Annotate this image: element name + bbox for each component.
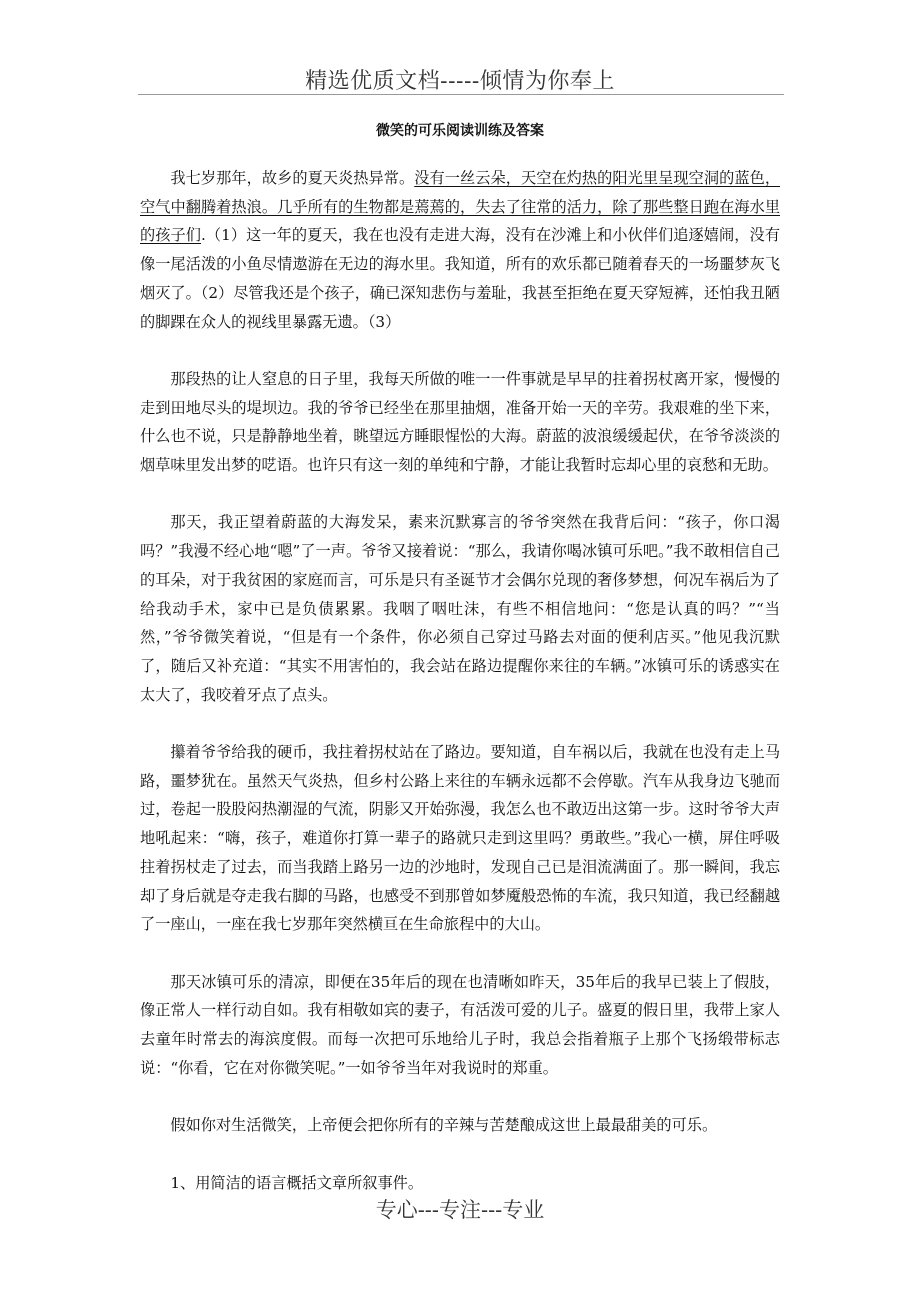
page-footer: 专心---专注---专业 bbox=[375, 1198, 545, 1222]
paragraph-1-rest: .（1）这一年的夏天，我在也没有走进大海，没有在沙滩上和小伙伴们追逐嬉闹，没有像一尾活泼的小鱼尽情遨游在无边的海水里。我知道，所有的欢乐都已随着春天的一场噩梦灰飞烟灭了。（2）尽管我还是个孩子，确已深知悲伤与羞耻，我甚至拒绝在夏天穿短裤，还怕我丑陋的脚踝在众人的视线里暴露无遗。（3） bbox=[140, 226, 781, 331]
paragraph-3: 那天，我正望着蔚蓝的大海发呆，素来沉默寡言的爷爷突然在我背后问：“孩子，你口渴吗？”我漫不经心地“嗯”了一声。爷爷又接着说：“那么，我请你喝冰镇可乐吧。”我不敢相信自己的耳朵，对于我贫困的家庭而言，可乐是只有圣诞节才会偶尔兑现的奢侈梦想，何况车祸后为了给我动手术，家中已是负债累累。我咽了咽吐沫，有些不相信地问：“您是认真的吗？”“当然，”爷爷微笑着说，“但是有一个条件，你必须自己穿过马路去对面的便利店买。”他见我沉默了，随后又补充道：“其实不用害怕的，我会站在路边提醒你来往的车辆。”冰镇可乐的诱惑实在太大了，我咬着牙点了点头。 bbox=[140, 513, 780, 704]
page-header: 精选优质文档-----倾情为你奉上 bbox=[305, 69, 615, 94]
question-1: 1、用简洁的语言概括文章所叙事件。 bbox=[170, 1173, 424, 1192]
paragraph-6: 假如你对生活微笑，上帝便会把你所有的辛辣与苦楚酿成这世上最最甜美的可乐。 bbox=[170, 1116, 718, 1135]
paragraph-2: 那段热的让人窒息的日子里，我每天所做的唯一一件事就是早早的拄着拐杖离开家，慢慢的走到田地尽头的堤坝边。我的爷爷已经坐在那里抽烟，准备开始一天的辛劳。我艰难的坐下来，什么也不说，只是静静地坐着，眺望远方睡眼惺忪的大海。蔚蓝的波浪缓缓起伏，在爷爷淡淡的烟草味里发出梦的呓语。也许只有这一刻的单纯和宁静，才能让我暂时忘却心里的哀愁和无助。 bbox=[140, 369, 780, 475]
header-divider bbox=[138, 94, 784, 95]
paragraph-1-lead: 我七岁那年，故乡的夏天炎热异常。 bbox=[170, 169, 415, 187]
paragraph-4: 攥着爷爷给我的硬币，我拄着拐杖站在了路边。要知道，自车祸以后，我就在也没有走上马路，噩梦犹在。虽然天气炎热，但乡村公路上来往的车辆永远都不会停歇。汽车从我身边飞驰而过，卷起一股股闷热潮湿的气流，阴影又开始弥漫，我怎么也不敢迈出这第一步。这时爷爷大声地吼起来：“嗨，孩子，难道你打算一辈子的路就只走到这里吗？勇敢些。”我心一横，屏住呼吸拄着拐杖走了过去，而当我踏上路另一边的沙地时，发现自己已是泪流满面了。那一瞬间，我忘却了身后就是夺走我右脚的马路，也感受不到那曾如梦魇般恐怖的车流，我只知道，我已经翻越了一座山，一座在我七岁那年突然横亘在生命旅程中的大山。 bbox=[140, 743, 780, 934]
article-title: 微笑的可乐阅读训练及答案 bbox=[376, 123, 544, 139]
paragraph-1 bbox=[140, 164, 780, 336]
underlined-passage: 没有一丝云朵，天空在灼热的阳光里呈现空洞的蓝色，空气中翻腾着热浪。几乎所有的生物都是蔫蔫的，失去了往常的活力，除了那些整日跑在海水里的孩子们 bbox=[140, 169, 781, 245]
paragraph-5: 那天冰镇可乐的清凉，即便在35年后的现在也清晰如昨天，35年后的我早已装上了假肢，像正常人一样行动自如。我有相敬如宾的妻子，有活泼可爱的儿子。盛夏的假日里，我带上家人去童年时常去的海滨度假。而每一次把可乐地给儿子时，我总会指着瓶子上那个飞扬缎带标志说：“你看，它在对你微笑呢。”一如爷爷当年对我说时的郑重。 bbox=[140, 972, 780, 1077]
article-body bbox=[140, 164, 780, 1197]
